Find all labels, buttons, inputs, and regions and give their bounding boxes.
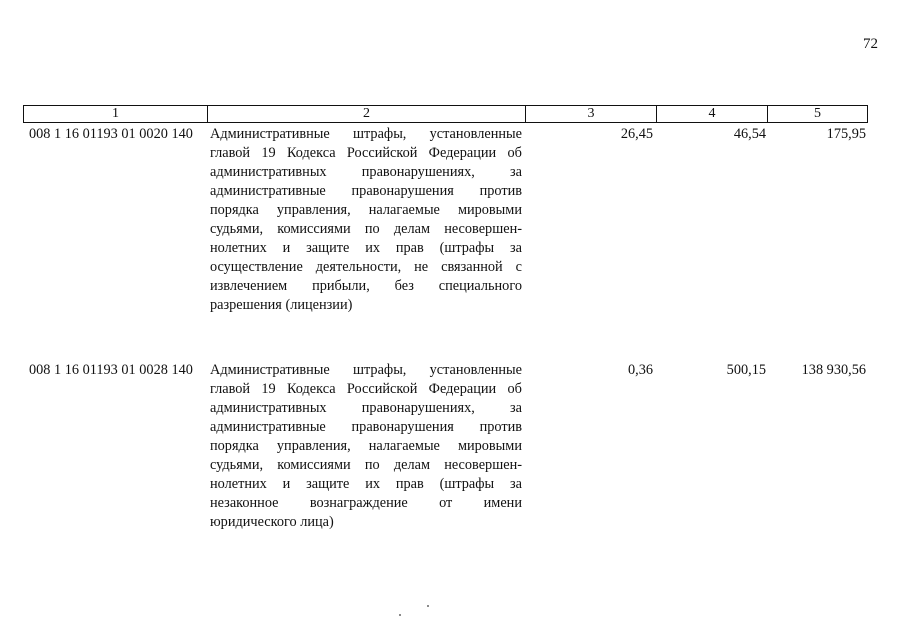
description-line (210, 361, 522, 380)
description-word: против (479, 183, 522, 199)
description-word: защите (306, 240, 350, 256)
description-word: связанной (441, 259, 503, 275)
description-line (210, 494, 522, 513)
header-col-3: 3 (526, 106, 657, 122)
description-word: их (365, 476, 380, 492)
description-word: прав (395, 476, 424, 492)
scan-speck (427, 605, 429, 607)
description-word: Российской (346, 381, 418, 397)
description-word: комиссиями (277, 221, 351, 237)
scan-speck (399, 614, 401, 616)
description-word: делам (393, 221, 431, 237)
description-word: от (439, 495, 453, 511)
description-word: вознаграждение (309, 495, 408, 511)
description-line (210, 418, 522, 437)
value-col-3: 0,36 (627, 362, 653, 378)
description-word: штрафы, (353, 362, 407, 378)
description-word: мировыми (457, 202, 522, 218)
classification-code: 008 1 16 01193 01 0028 140 (29, 362, 193, 378)
description-word: по (364, 457, 380, 473)
description-line (210, 277, 522, 296)
description-word: 19 (261, 145, 276, 161)
description-word: за (510, 164, 522, 180)
description-word: управления, (276, 438, 351, 454)
description-line (210, 456, 522, 475)
description-word: налагаемые (368, 202, 440, 218)
description-word: несовершен- (444, 457, 522, 473)
description-word: прибыли, (312, 278, 370, 294)
description-word: управления, (276, 202, 351, 218)
description-word: прав (395, 240, 424, 256)
description-word: правонарушения (351, 419, 454, 435)
description-word: нолетних (210, 476, 267, 492)
description-word: административные (210, 419, 326, 435)
value-col-4: 46,54 (733, 126, 766, 142)
description-word: административных (210, 164, 327, 180)
description-word: судьями, (210, 221, 264, 237)
description-word: правонарушения (351, 183, 454, 199)
description-word: за (510, 400, 522, 416)
page-number: 72 (863, 36, 878, 52)
description-word: порядка (210, 438, 259, 454)
description-line (210, 380, 522, 399)
description-word: порядка (210, 202, 259, 218)
header-col-1: 1 (24, 106, 208, 122)
description-word: извлечением (210, 278, 288, 294)
description-word: юридического (210, 514, 301, 530)
description-word: имени (483, 495, 522, 511)
value-col-5: 175,95 (826, 126, 866, 142)
description-word: об (507, 381, 522, 397)
value-col-3: 26,45 (620, 126, 653, 142)
description-line (210, 239, 522, 258)
description-word: специального (438, 278, 522, 294)
description-word: главой (210, 381, 251, 397)
description-word: осуществление (210, 259, 303, 275)
row-description (210, 361, 522, 532)
description-line (210, 201, 522, 220)
description-word: делам (393, 457, 431, 473)
description-word: и (282, 240, 291, 256)
description-word: административные (210, 183, 326, 199)
description-word: правонарушениях, (361, 164, 475, 180)
description-word: правонарушениях, (361, 400, 475, 416)
description-word: нолетних (210, 240, 267, 256)
header-col-2: 2 (208, 106, 526, 122)
description-word: установленные (429, 126, 522, 142)
value-col-4: 500,15 (726, 362, 766, 378)
description-word: без (394, 278, 414, 294)
description-line (210, 125, 522, 144)
description-word: мировыми (457, 438, 522, 454)
description-line (210, 475, 522, 494)
description-word: судьями, (210, 457, 264, 473)
description-word: главой (210, 145, 251, 161)
description-word: Административные (210, 126, 330, 142)
description-word: их (365, 240, 380, 256)
description-line (210, 296, 522, 315)
description-word: 19 (261, 381, 276, 397)
description-word: деятельности, (315, 259, 402, 275)
description-line (210, 258, 522, 277)
description-line (210, 182, 522, 201)
description-word: Кодекса (286, 381, 336, 397)
description-line (210, 144, 522, 163)
description-word: лица) (300, 514, 334, 530)
description-word: за (509, 240, 522, 256)
description-word: не (414, 259, 429, 275)
description-word: Российской (346, 145, 418, 161)
description-word: Кодекса (286, 145, 336, 161)
description-line (210, 437, 522, 456)
description-word: Федерации (428, 145, 497, 161)
description-line (210, 399, 522, 418)
description-word: незаконное (210, 495, 279, 511)
description-word: об (507, 145, 522, 161)
description-word: несовершен- (444, 221, 522, 237)
description-word: штрафы, (353, 126, 407, 142)
description-word: по (364, 221, 380, 237)
value-col-5: 138 930,56 (801, 362, 866, 378)
description-word: (штрафы (439, 240, 495, 256)
description-word: против (479, 419, 522, 435)
description-line (210, 220, 522, 239)
header-col-5: 5 (814, 106, 821, 121)
table-header (23, 105, 868, 123)
description-word: за (509, 476, 522, 492)
description-word: с (515, 259, 522, 275)
description-word: установленные (429, 362, 522, 378)
description-word: (лицензии) (285, 297, 353, 313)
description-word: защите (306, 476, 350, 492)
classification-code: 008 1 16 01193 01 0020 140 (29, 126, 193, 142)
description-word: налагаемые (368, 438, 440, 454)
description-line (210, 163, 522, 182)
description-word: Федерации (428, 381, 497, 397)
description-word: (штрафы (439, 476, 495, 492)
description-word: Административные (210, 362, 330, 378)
row-description (210, 125, 522, 315)
description-line (210, 513, 522, 532)
description-word: и (282, 476, 291, 492)
header-col-4: 4 (657, 106, 768, 122)
description-word: разрешения (210, 297, 286, 313)
description-word: административных (210, 400, 327, 416)
description-word: комиссиями (277, 457, 351, 473)
